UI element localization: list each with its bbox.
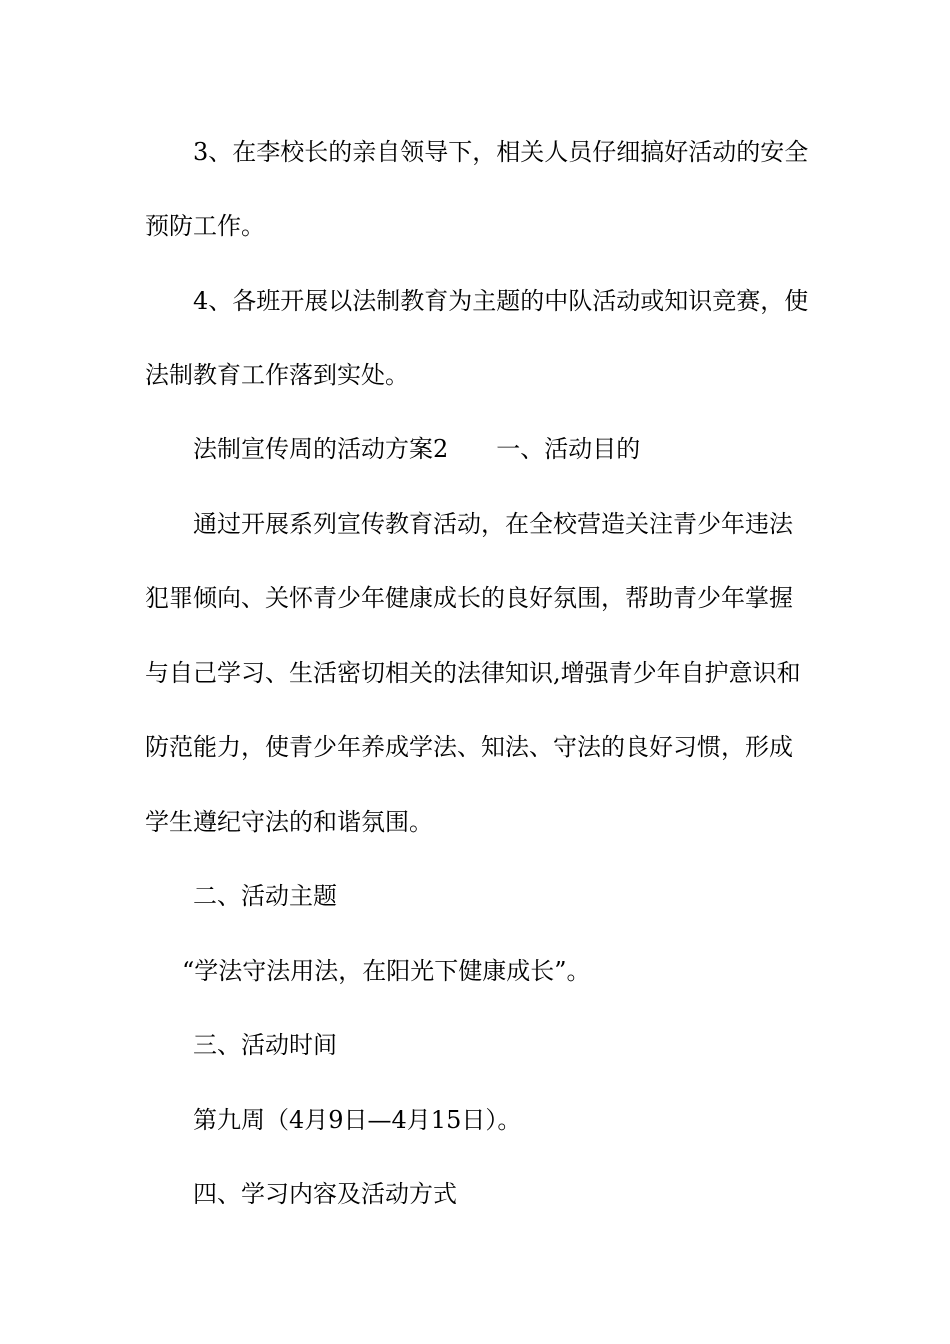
purpose-line-3: 与自己学习、生活密切相关的法律知识,增强青少年自护意识和: [145, 659, 801, 687]
activity-theme-text: “学法守法用法，在阳光下健康成长”。: [182, 957, 591, 985]
paragraph-4-line-1: 4、各班开展以法制教育为主题的中队活动或知识竞赛，使: [193, 287, 809, 315]
purpose-line-2: 犯罪倾向、关怀青少年健康成长的良好氛围，帮助青少年掌握: [145, 584, 793, 612]
activity-time-text: 第九周（4月9日—4月15日）。: [193, 1106, 522, 1134]
paragraph-4-line-2: 法制教育工作落到实处。: [145, 361, 409, 389]
heading-study-content: 四、学习内容及活动方式: [193, 1180, 457, 1208]
plan-title: 法制宣传周的活动方案2: [193, 435, 449, 463]
heading-activity-purpose: 一、活动目的: [496, 435, 641, 463]
purpose-line-1: 通过开展系列宣传教育活动，在全校营造关注青少年违法: [193, 510, 793, 538]
purpose-line-4: 防范能力，使青少年养成学法、知法、守法的良好习惯，形成: [145, 733, 793, 761]
paragraph-3-line-1: 3、在李校长的亲自领导下，相关人员仔细搞好活动的安全: [193, 138, 809, 166]
paragraph-3-line-2: 预防工作。: [145, 212, 265, 240]
heading-activity-time: 三、活动时间: [193, 1031, 337, 1059]
section-heading-line: [193, 434, 810, 464]
heading-activity-theme: 二、活动主题: [193, 882, 337, 910]
purpose-line-5: 学生遵纪守法的和谐氛围。: [145, 808, 433, 836]
